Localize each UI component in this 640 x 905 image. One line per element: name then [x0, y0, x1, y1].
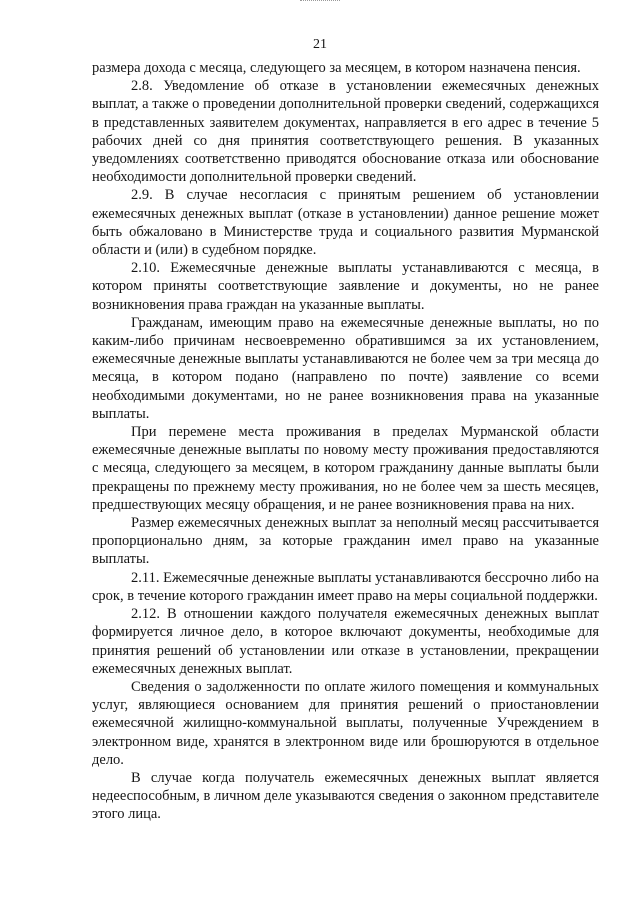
paragraph-2-9: 2.9. В случае несогласия с принятым решением об установлении ежемесячных денежных выплат (отказе в установлении) данное решение может быть обжаловано в Министерстве труда и социального развития Мурманской области и (или) в судебном порядке.	[92, 187, 599, 259]
paragraph-debt-info: Сведения о задолженности по оплате жилого помещения и коммунальных услуг, являющиеся основанием для принятия решений о приостановлении ежемесячной жилищно-коммунальной выплаты, полученные Учреждением в электронном виде, хранятся в электронном виде или брошюруются в отдельное дело.	[92, 678, 599, 768]
paragraph-relocation: При перемене места проживания в пределах Мурманской области ежемесячные денежные выплаты по новому месту проживания предоставляются с месяца, следующего за месяцем, в котором гражданину данные выплаты были прекращены по прежнему месту проживания, но не более чем за шесть месяцев, предшествующих месяцу обращения, и не ранее возникновения права на них.	[92, 424, 599, 513]
paragraph-legal-representative: В случае когда получатель ежемесячных денежных выплат является недееспособным, в личном деле указываются сведения о законном представителе этого лица.	[92, 769, 599, 823]
document-body	[92, 59, 599, 824]
paragraph-2-11: 2.11. Ежемесячные денежные выплаты устанавливаются бессрочно либо на срок, в течение которого гражданин имеет право на меры социальной поддержки.	[92, 569, 599, 604]
paragraph-partial-month: Размер ежемесячных денежных выплат за неполный месяц рассчитывается пропорционально дням, за которые гражданин имел право на указанные выплаты.	[92, 515, 599, 568]
paragraph-continuation: размера дохода с месяца, следующего за месяцем, в котором назначена пенсия.	[92, 60, 581, 76]
scan-artifact	[300, 0, 340, 3]
page-number: 21	[313, 37, 327, 52]
paragraph-2-10: 2.10. Ежемесячные денежные выплаты устанавливаются с месяца, в котором приняты соответствующие заявление и документы, но не ранее возникновения права граждан на указанные выплаты.	[92, 260, 599, 313]
paragraph-late-application: Гражданам, имеющим право на ежемесячные денежные выплаты, но по каким-либо причинам несвоевременно обратившимся за их установлением, ежемесячные денежные выплаты устанавливаются не более чем за три месяца до месяца, в котором подано (направлено по почте) заявление со всеми необходимыми документами, но не ранее возникновения права на указанные выплаты.	[92, 314, 599, 422]
paragraph-2-8: 2.8. Уведомление об отказе в установлении ежемесячных денежных выплат, а также о проведении дополнительной проверки сведений, содержащихся в представленных заявителем документах, направляется в его адрес в течение 5 рабочих дней со дня принятия соответствующего решения. В указанных уведомлениях соответственно приводятся обоснование отказа или обоснование необходимости дополнительной проверки сведений.	[92, 78, 599, 186]
paragraph-2-12: 2.12. В отношении каждого получателя ежемесячных денежных выплат формируется личное дело, в которое включают документы, необходимые для принятия решений об установлении или отказе в установлении, прекращении ежемесячных денежных выплат.	[92, 606, 599, 677]
